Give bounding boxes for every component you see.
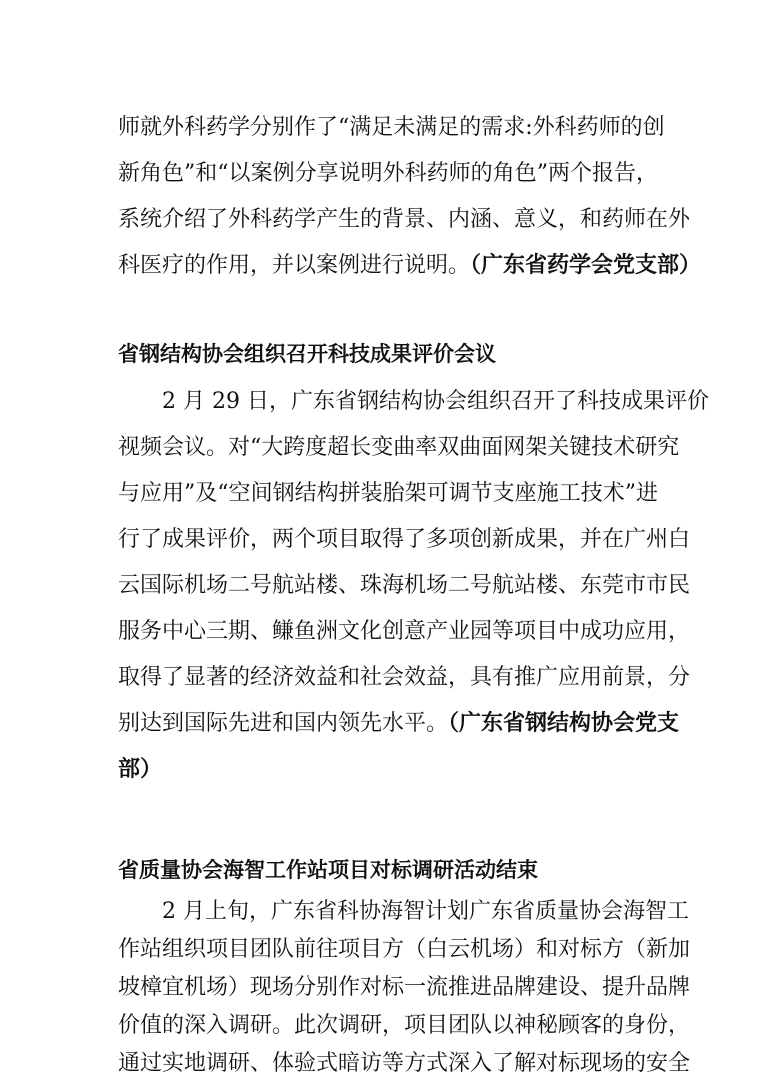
section2-source-part2: 部） — [118, 757, 163, 782]
section1-line-4 — [118, 251, 702, 281]
section1-line-4-text: 科医疗的作用，并以案例进行说明。 — [118, 253, 471, 278]
section2-line-5: 云国际机场二号航站楼、珠海机场二号航站楼、东莞市市民 — [118, 573, 691, 598]
section1-line-1: 师就外科药学分别作了“满足未满足的需求:外科药师的创 — [118, 115, 665, 140]
section3-line-1: 2 月上旬，广东省科协海智计划广东省质量协会海智工 — [162, 899, 689, 924]
section3-title: 省质量协会海智工作站项目对标调研活动结束 — [118, 858, 538, 882]
section2-line-3: 与应用”及“空间钢结构拼装胎架可调节支座施工技术”进 — [118, 481, 658, 506]
section2-source-part1: （广东省钢结构协会党支 — [448, 711, 680, 736]
section2-line-8-text: 别达到国际先进和国内领先水平。 — [118, 711, 449, 736]
section3-line-5: 通过实地调研、体验式暗访等方式深入了解对标现场的安全 — [118, 1051, 691, 1076]
section2-line-8 — [118, 709, 680, 739]
section2-line-6: 服务中心三期、鳒鱼洲文化创意产业园等项目中成功应用， — [118, 619, 691, 644]
section2-title: 省钢结构协会组织召开科技成果评价会议 — [118, 342, 496, 366]
section1-line-3: 系统介绍了外科药学产生的背景、内涵、意义，和药师在外 — [118, 207, 691, 232]
section2-line-7: 取得了显著的经济效益和社会效益，具有推广应用前景，分 — [118, 665, 691, 690]
section2-line-1: 2 月 29 日，广东省钢结构协会组织召开了科技成果评价 — [162, 389, 709, 414]
section2-line-2: 视频会议。对“大跨度超长变曲率双曲面网架关键技术研究 — [118, 435, 680, 460]
section3-line-2: 作站组织项目团队前往项目方（白云机场）和对标方（新加 — [118, 937, 691, 962]
section2-line-4: 行了成果评价，两个项目取得了多项创新成果，并在广州白 — [118, 527, 691, 552]
section3-line-3: 坡樟宜机场）现场分别作对标一流推进品牌建设、提升品牌 — [118, 975, 691, 1000]
section3-line-4: 价值的深入调研。此次调研，项目团队以神秘顾客的身份， — [118, 1013, 691, 1038]
section1-source: （广东省药学会党支部） — [470, 253, 702, 278]
section1-line-2: 新角色”和“以案例分享说明外科药师的角色”两个报告， — [118, 161, 658, 186]
